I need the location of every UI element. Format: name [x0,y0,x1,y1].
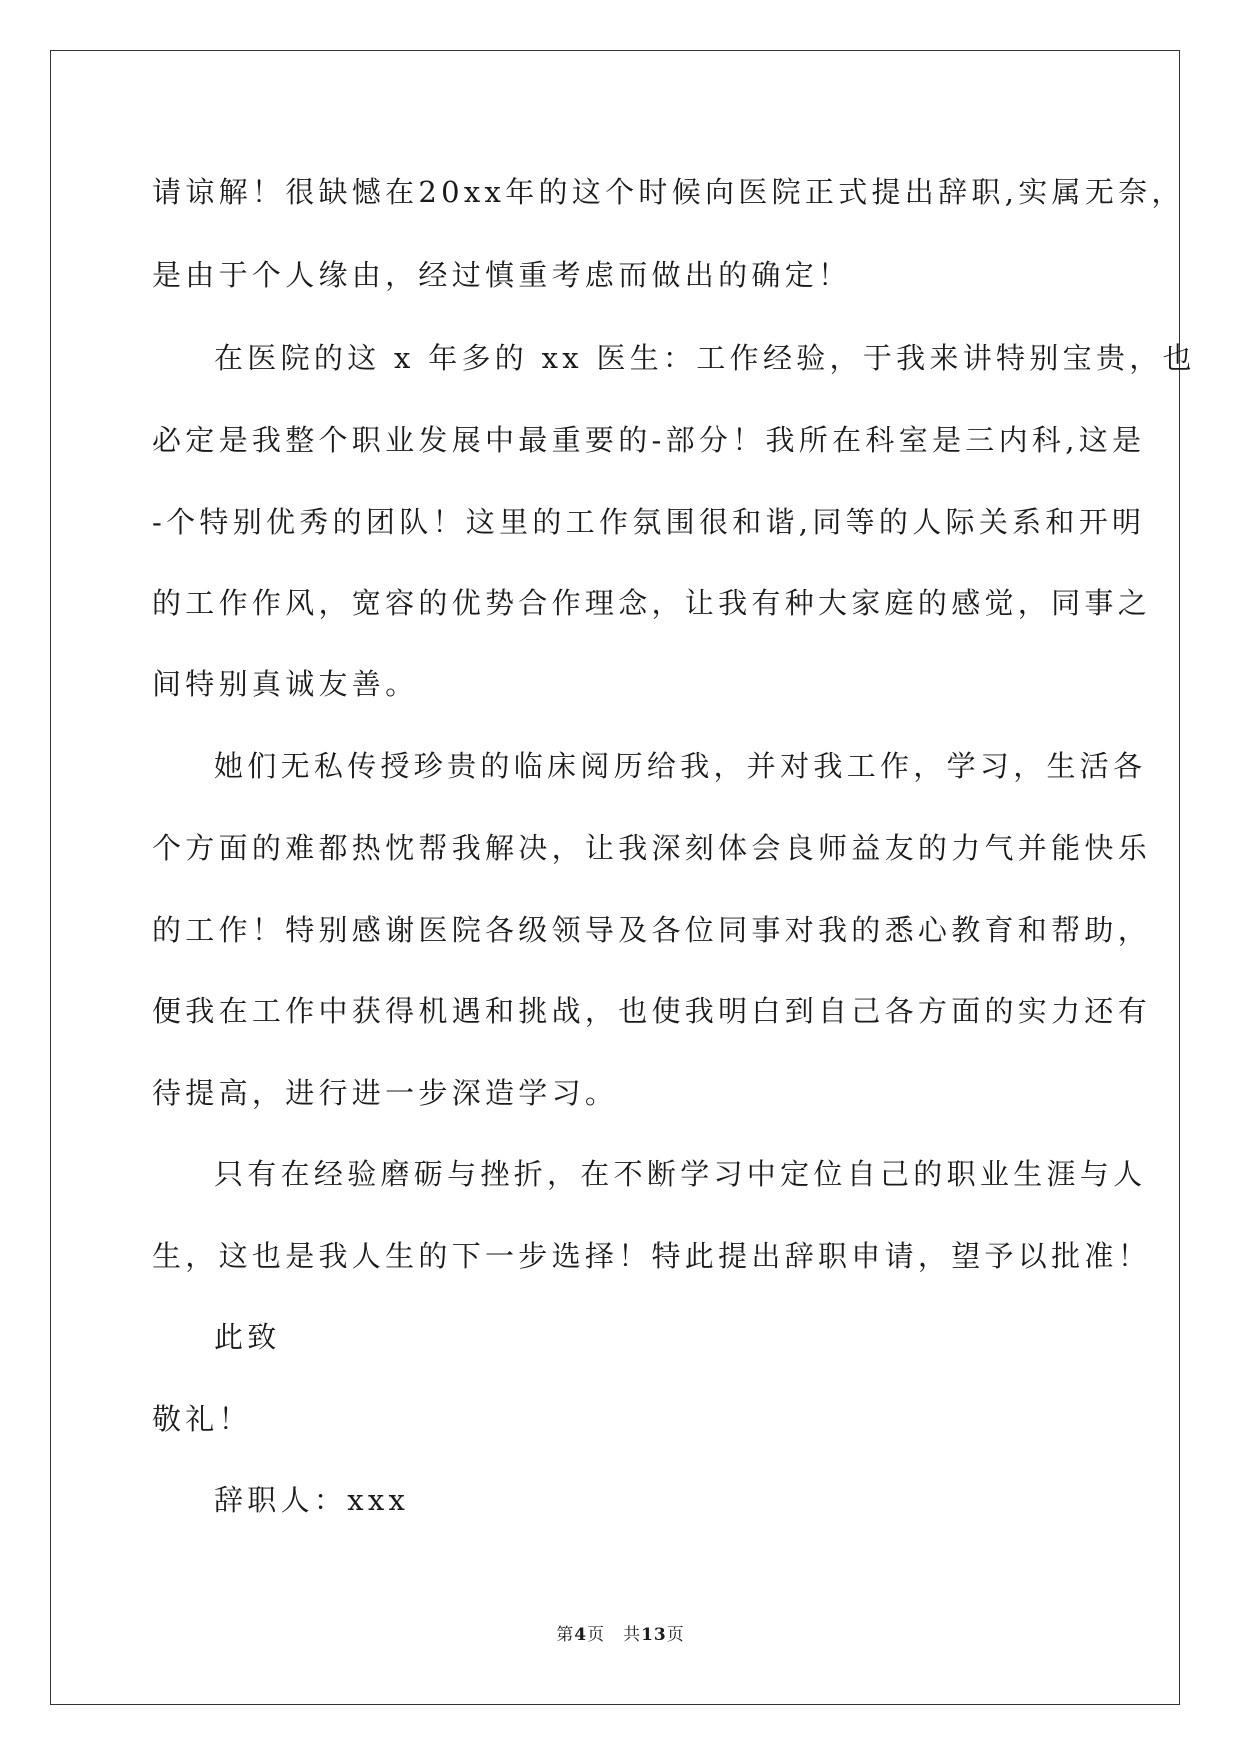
paragraph-line: -个特别优秀的团队！这里的工作氛围很和谐,同等的人际关系和开明 [152,505,1146,539]
paragraph-line: 在医院的这 x 年多的 xx 医生：工作经验，于我来讲特别宝贵，也 [214,341,1196,375]
paragraph-line: 是由于个人缘由，经过慎重考虑而做出的确定！ [152,258,852,292]
page-mid: 页 共 [587,1625,642,1645]
page-total: 13 [641,1625,667,1645]
paragraph-line: 请谅解！很缺憾在20xx年的这个时候向医院正式提出辞职,实属无奈， [152,175,1185,209]
page-footer [0,1620,1241,1645]
page-suffix: 页 [666,1625,685,1645]
closing-respect: 敬礼！ [152,1402,252,1436]
paragraph-line: 只有在经验磨砺与挫折，在不断学习中定位自己的职业生涯与人 [214,1157,1147,1191]
paragraph-line: 个方面的难都热忱帮我解决，让我深刻体会良师益友的力气并能快乐 [152,831,1152,865]
paragraph-line: 的工作！特别感谢医院各级领导及各位同事对我的悉心教育和帮助， [152,913,1152,947]
paragraph-line: 的工作作风，宽容的优势合作理念，让我有种大家庭的感觉，同事之 [152,586,1152,620]
signature-line: 辞职人：xxx [214,1483,410,1517]
paragraph-line: 便我在工作中获得机遇和挑战，也使我明白到自己各方面的实力还有 [152,994,1152,1028]
paragraph-line: 她们无私传授珍贵的临床阅历给我，并对我工作，学习，生活各 [214,749,1147,783]
page-prefix: 第 [556,1625,575,1645]
paragraph-line: 间特别真诚友善。 [152,667,419,701]
paragraph-line: 生，这也是我人生的下一步选择！特此提出辞职申请，望予以批准！ [152,1239,1152,1273]
page-current: 4 [574,1625,588,1645]
paragraph-line: 待提高，进行进一步深造学习。 [152,1076,619,1110]
closing-salutation: 此致 [214,1320,281,1354]
page-border [50,50,1180,1705]
paragraph-line: 必定是我整个职业发展中最重要的-部分！我所在科室是三内科,这是 [152,423,1146,457]
